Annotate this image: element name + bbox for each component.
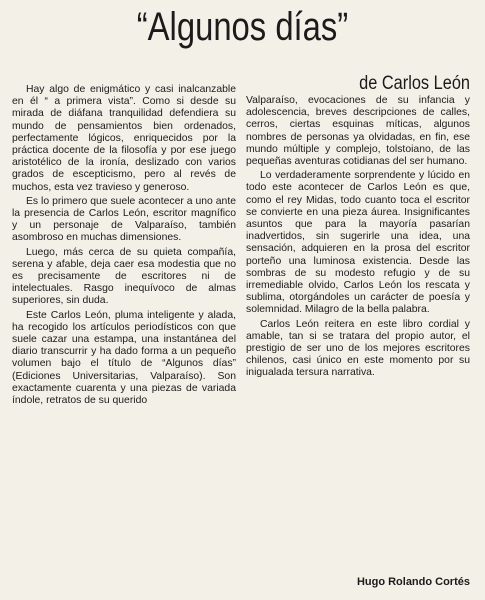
paragraph: Este Carlos León, pluma inteligente y alada, ha recogido los artículos periodísticos con que suele cazar una estampa, una instantánea del diario transcurrir y ha dado forma a un pequeño volumen bajo el título de “Algunos días” (Ediciones Universitarias, Valparaíso). Son exactamente cuarenta y una piezas de variada índole, retratos de su querido xyxy=(12,309,236,407)
paragraph: Carlos León reitera en este libro cordial y amable, tan si se tratara del propio autor, el prestigio de ser uno de los mejores escritores chilenos, casi único en este momento por su inigualada tersura narrativa. xyxy=(246,318,470,379)
article-title: “Algunos días” xyxy=(136,5,349,49)
left-column xyxy=(12,84,236,409)
paragraph: Luego, más cerca de su quieta compañía, serena y afable, deja caer esa modestia que no es precisamente de escritores ni de intelectuales. Rasgo inequívoco de almas superiores, sin duda. xyxy=(12,246,236,307)
author-byline: de Carlos León xyxy=(359,73,470,94)
paragraph: Valparaíso, evocaciones de su infancia y adolescencia, breves descripciones de calles, cerros, ciertas esquinas míticas, algunos nombres de personas ya olvidadas, en fin, ese mundo múltiple y complejo, tolstoiano, de las pequeñas aventuras cotidianas del ser humano. xyxy=(246,95,470,168)
signature: Hugo Rolando Cortés xyxy=(356,576,470,588)
paragraph: Lo verdaderamente sorprendente y lúcido en todo este acontecer de Carlos León es que, como el rey Midas, todo cuanto toca el escritor se convierte en una pieza áurea. Insignificantes asuntos que para la mayoría pasarían inadvertidos, sin sugerirle una idea, una sensación, adquieren en la prosa del escritor porteño una luminosa existencia. Desde las sombras de su modesto refugio y de su irremediable olvido, Carlos León los rescata y sublima, otorgándoles un carácter de poesía y solemnidad. Milagro de la bella palabra. xyxy=(246,170,470,316)
paragraph: Hay algo de enigmático y casi inalcanzable en él “ a primera vista”. Como si desde su mirada de diáfana tranquilidad defendiera su mundo de pensamientos bien ordenados, perfectamente lógicos, enriquecidos por la práctica docente de la filosofía y por ese juego aristotélico de la ironía, deslizado con varios grados de escepticismo, pero al revés de muchos, esta vez travieso y generoso. xyxy=(12,84,236,193)
right-column xyxy=(246,95,470,382)
paragraph: Es lo primero que suele acontecer a uno ante la presencia de Carlos León, escritor magnífico y un personaje de Valparaíso, también asombroso en muchas dimensiones. xyxy=(12,195,236,244)
